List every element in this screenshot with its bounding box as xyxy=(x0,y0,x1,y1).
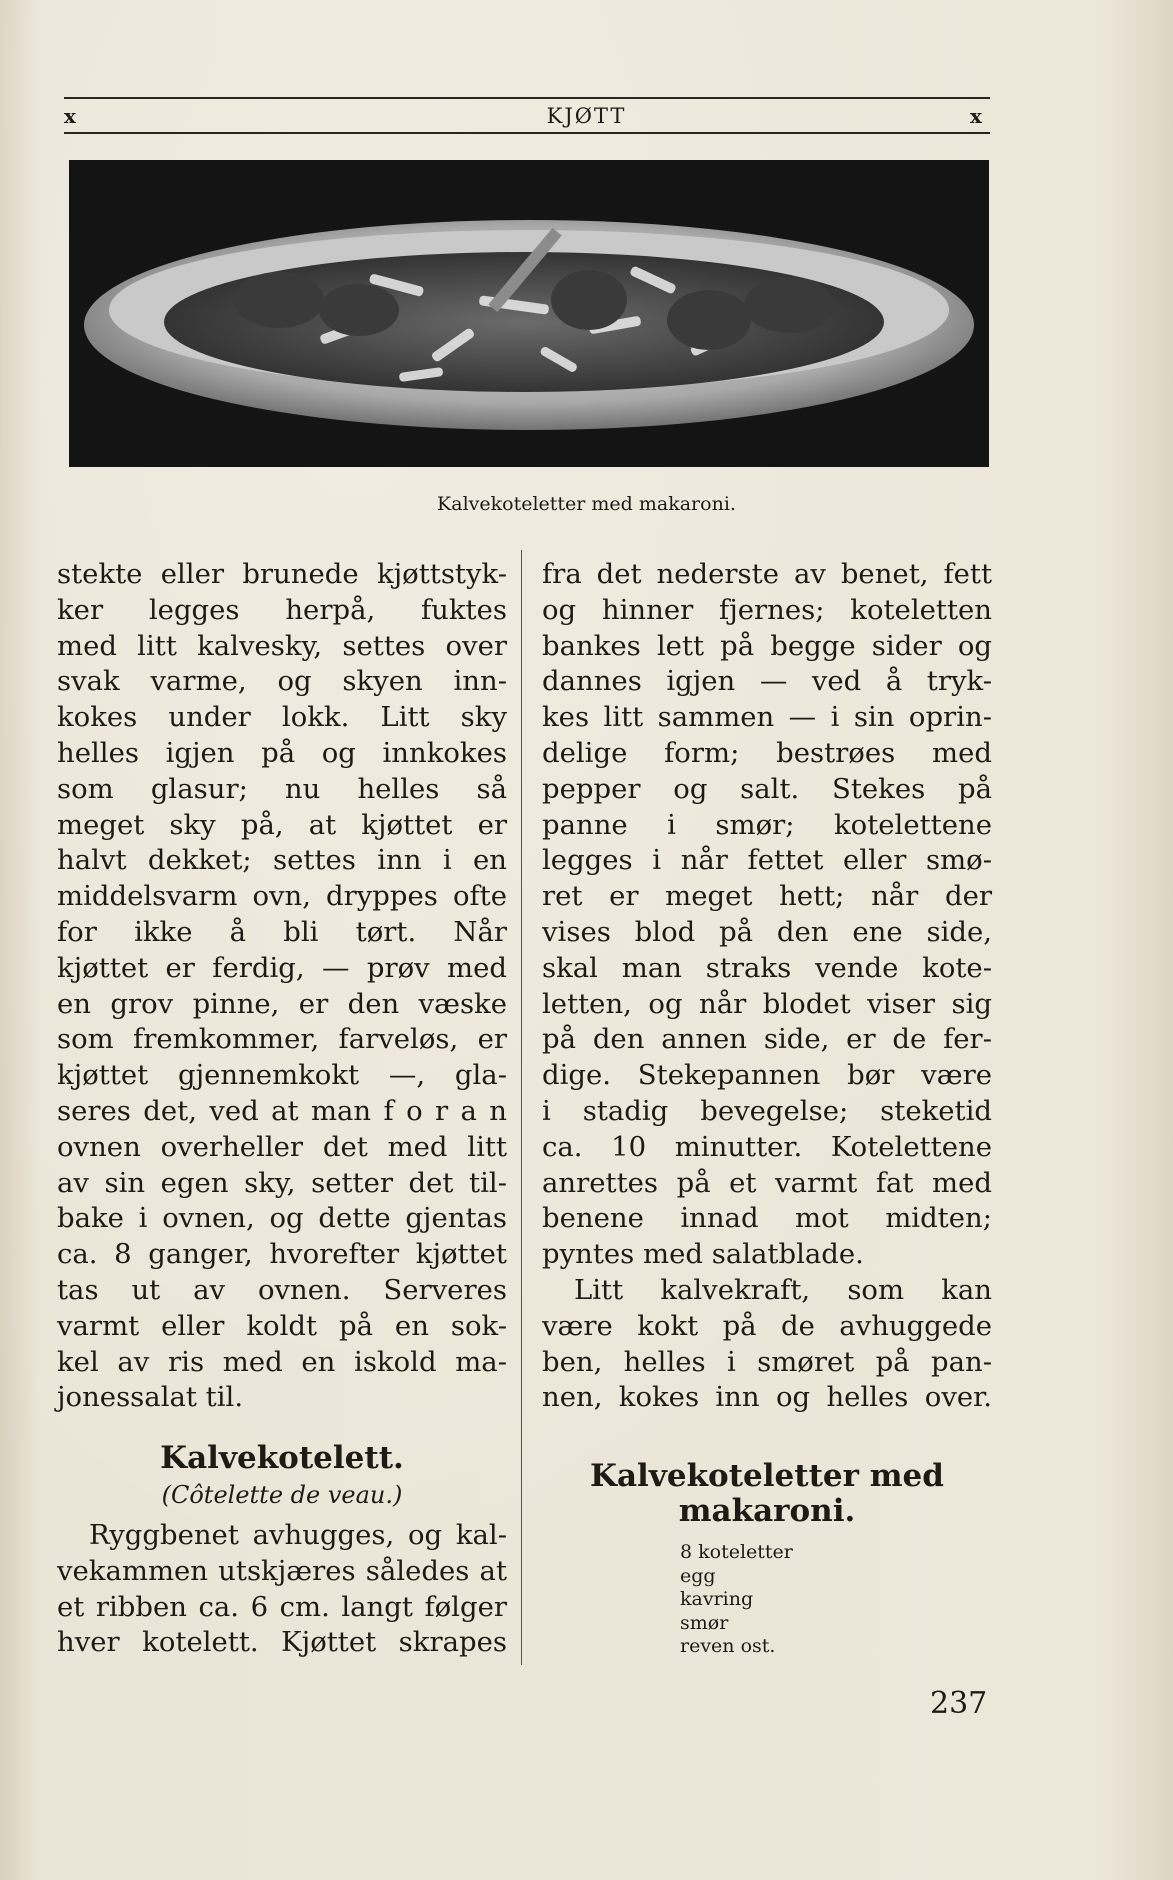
text-line: ben, helles i smøret på pan- xyxy=(542,1345,992,1378)
ingredient-item: 8 koteletter xyxy=(680,1541,793,1563)
text-line: halvt dekket; settes inn i en xyxy=(57,844,507,877)
text-line: kel av ris med en iskold ma- xyxy=(57,1345,507,1378)
page-number: 237 xyxy=(930,1686,988,1721)
text-line: hver kotelett. Kjøttet skrapes xyxy=(57,1626,507,1659)
text-line: en grov pinne, er den væske xyxy=(57,987,507,1020)
text-line: pyntes med salatblade. xyxy=(542,1238,864,1271)
text-line: varmt eller koldt på en sok- xyxy=(57,1309,507,1342)
section-title-kalvekoteletter-line1: Kalvekoteletter med xyxy=(590,1458,944,1494)
text-line: for ikke å bli tørt. Når xyxy=(57,915,507,948)
text-line: middelsvarm ovn, dryppes ofte xyxy=(57,880,507,913)
column-divider xyxy=(521,550,522,1665)
text-line: fra det nederste av benet, fett xyxy=(542,558,992,590)
text-line: kes litt sammen — i sin oprin- xyxy=(542,701,992,734)
text-line: nen, kokes inn og helles over. xyxy=(542,1381,992,1414)
section-title-kalvekotelett: Kalvekotelett. xyxy=(160,1440,404,1476)
ingredient-item: smør xyxy=(680,1611,729,1634)
text-line: stekte eller brunede kjøttstyk- xyxy=(57,558,507,590)
text-line: bankes lett på begge sider og xyxy=(542,629,992,662)
text-line: og hinner fjernes; koteletten xyxy=(542,593,992,626)
header-rule-bottom xyxy=(64,132,990,134)
text-line: kokes under lokk. Litt sky xyxy=(57,701,507,734)
text-line: seres det, ved at man f o r a n xyxy=(57,1094,507,1127)
text-line: ca. 10 minutter. Kotelettene xyxy=(542,1130,992,1163)
header-rule-top xyxy=(64,97,990,99)
text-line: vekammen utskjæres således at xyxy=(57,1554,507,1587)
running-head: KJØTT xyxy=(546,104,627,128)
photo-caption: Kalvekoteletter med makaroni. xyxy=(437,493,736,515)
text-line: panne i smør; kotelettene xyxy=(542,808,992,841)
text-line: pepper og salt. Stekes på xyxy=(542,772,992,805)
text-line: kjøttet er ferdig, — prøv med xyxy=(57,951,507,984)
ingredient-list xyxy=(680,1541,793,1659)
text-line: helles igjen på og innkokes xyxy=(57,736,507,769)
header-ornament-right: x xyxy=(970,104,982,128)
ingredient-item: egg xyxy=(680,1564,716,1587)
text-line: anrettes på et varmt fat med xyxy=(542,1166,992,1199)
left-column xyxy=(57,557,507,1416)
section-title-kalvekoteletter-line2: makaroni. xyxy=(678,1493,856,1529)
platter-illustration xyxy=(69,160,989,467)
text-line: være kokt på de avhuggede xyxy=(542,1309,992,1342)
text-line: meget sky på, at kjøttet er xyxy=(57,808,507,841)
text-line: med litt kalvesky, settes over xyxy=(57,629,507,662)
text-line: på den annen side, er de fer- xyxy=(542,1023,992,1056)
text-line: skal man straks vende kote- xyxy=(542,951,992,984)
text-line: som fremkommer, farveløs, er xyxy=(57,1023,507,1056)
text-line: legges i når fettet eller smø- xyxy=(542,844,992,877)
ingredient-item: reven ost. xyxy=(680,1635,776,1658)
text-line: et ribben ca. 6 cm. langt følger xyxy=(57,1590,507,1623)
text-line: Ryggbenet avhugges, og kal- xyxy=(89,1519,507,1551)
text-line: dannes igjen — ved å tryk- xyxy=(542,665,992,698)
text-line: ovnen overheller det med litt xyxy=(57,1130,507,1163)
dish-photo xyxy=(69,160,989,467)
right-column xyxy=(542,557,992,1416)
text-line: ca. 8 ganger, hvorefter kjøttet xyxy=(57,1238,507,1271)
text-line: svak varme, og skyen inn- xyxy=(57,665,507,698)
text-line: Litt kalvekraft, som kan xyxy=(574,1273,992,1306)
text-line: vises blod på den ene side, xyxy=(542,915,992,948)
text-line: delige form; bestrøes med xyxy=(542,736,992,769)
ingredient-item: kavring xyxy=(680,1588,754,1611)
text-line: dige. Stekepannen bør være xyxy=(542,1059,992,1092)
text-line: av sin egen sky, setter det til- xyxy=(57,1166,507,1199)
text-line: benene innad mot midten; xyxy=(542,1202,992,1235)
text-line: i stadig bevegelse; steketid xyxy=(542,1094,992,1127)
text-line: tas ut av ovnen. Serveres xyxy=(57,1273,507,1306)
text-line: som glasur; nu helles så xyxy=(57,772,507,805)
text-line: ker legges herpå, fuktes xyxy=(57,593,507,626)
header-ornament-left: x xyxy=(64,104,76,128)
text-line: jonessalat til. xyxy=(57,1381,244,1414)
text-line: kjøttet gjennemkokt —, gla- xyxy=(57,1059,507,1092)
section-subtitle-french: (Côtelette de veau.) xyxy=(161,1481,403,1509)
text-line: ret er meget hett; når der xyxy=(542,880,992,913)
left-column-section-text xyxy=(57,1518,507,1661)
text-line: bake i ovnen, og dette gjentas xyxy=(57,1202,507,1235)
text-line: letten, og når blodet viser sig xyxy=(542,987,992,1020)
